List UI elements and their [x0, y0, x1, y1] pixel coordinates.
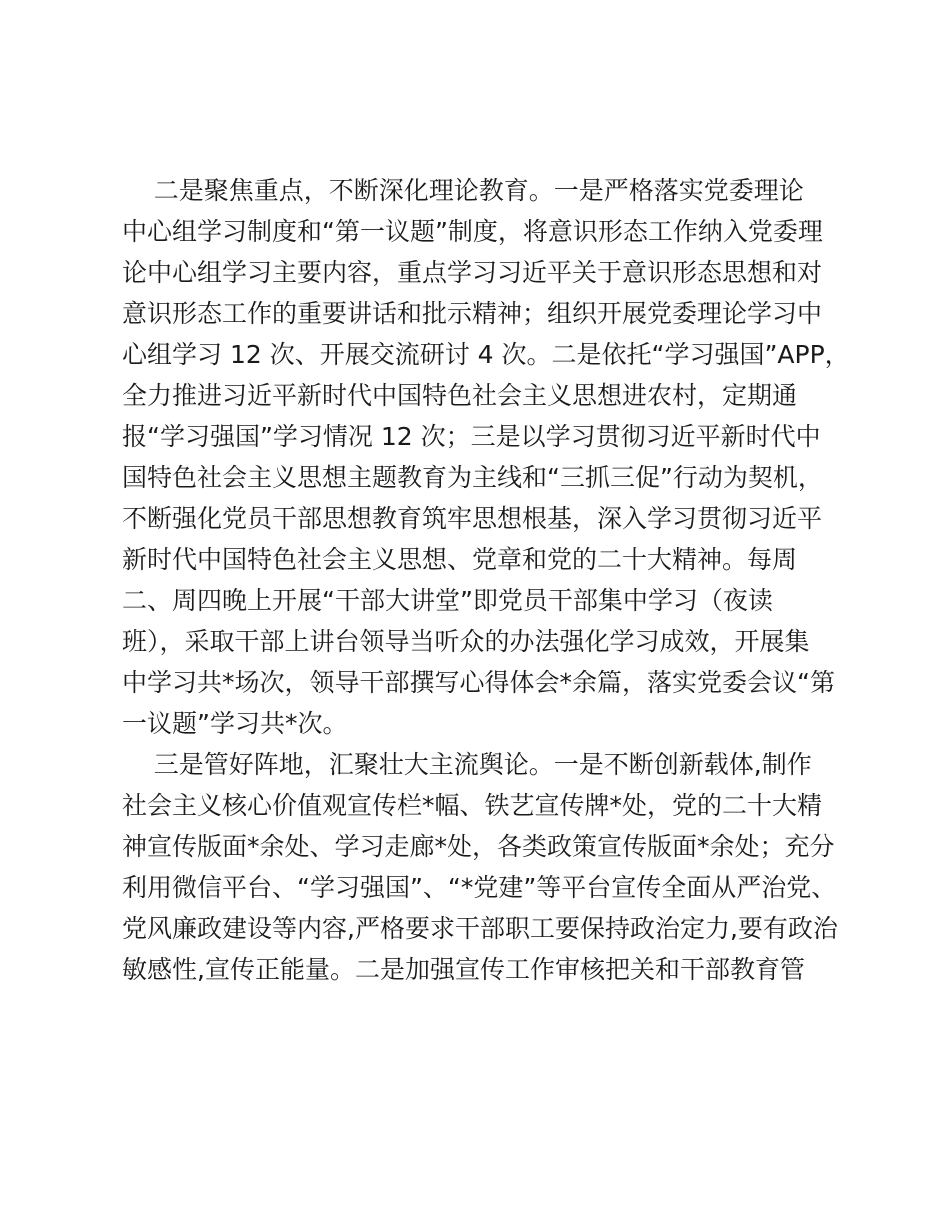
- text-line: 敏感性,宣传正能量。二是加强宣传工作审核把关和干部教育管: [122, 955, 805, 984]
- text-line: 中心组学习制度和“第一议题”制度，将意识形态工作纳入党委理: [122, 217, 823, 246]
- text-line: 社会主义核心价值观宣传栏*幅、铁艺宣传牌*处，党的二十大精: [122, 791, 823, 820]
- document-body: [122, 170, 850, 990]
- text-line: 心组学习 12 次、开展交流研讨 4 次。二是依托“学习强国”APP，: [122, 340, 850, 369]
- text-line: 意识形态工作的重要讲话和批示精神；组织开展党委理论学习中: [122, 299, 823, 328]
- text-line: 全力推进习近平新时代中国特色社会主义思想进农村，定期通: [122, 381, 798, 410]
- text-line: 三是管好阵地，汇聚壮大主流舆论。一是不断创新载体,制作: [122, 750, 812, 779]
- text-line: 新时代中国特色社会主义思想、党章和党的二十大精神。每周: [122, 545, 798, 574]
- text-line: 党风廉政建设等内容,严格要求干部职工要保持政治定力,要有政治: [122, 914, 838, 943]
- text-line: 二、周四晚上开展“干部大讲堂”即党员干部集中学习（夜读: [122, 586, 773, 615]
- text-line: 报“学习强国”学习情况 12 次；三是以学习贯彻习近平新时代中: [122, 422, 821, 451]
- text-line: 利用微信平台、“学习强国”、“*党建”等平台宣传全面从严治党、: [122, 873, 837, 902]
- text-line: 神宣传版面*余处、学习走廊*处，各类政策宣传版面*余处；充分: [122, 832, 835, 861]
- text-line: 国特色社会主义思想主题教育为主线和“三抓三促”行动为契机，: [122, 463, 823, 492]
- text-line: 一议题”学习共*次。: [122, 709, 348, 738]
- text-line: 论中心组学习主要内容，重点学习习近平关于意识形态思想和对: [122, 258, 823, 287]
- text-line: 中学习共*场次，领导干部撰写心得体会*余篇，落实党委会议“第: [122, 668, 835, 697]
- text-line: 班），采取干部上讲台领导当听众的办法强化学习成效，开展集: [122, 627, 810, 656]
- text-line: 不断强化党员干部思想教育筑牢思想根基，深入学习贯彻习近平: [122, 504, 823, 533]
- text-line: 二是聚焦重点，不断深化理论教育。一是严格落实党委理论: [122, 176, 804, 205]
